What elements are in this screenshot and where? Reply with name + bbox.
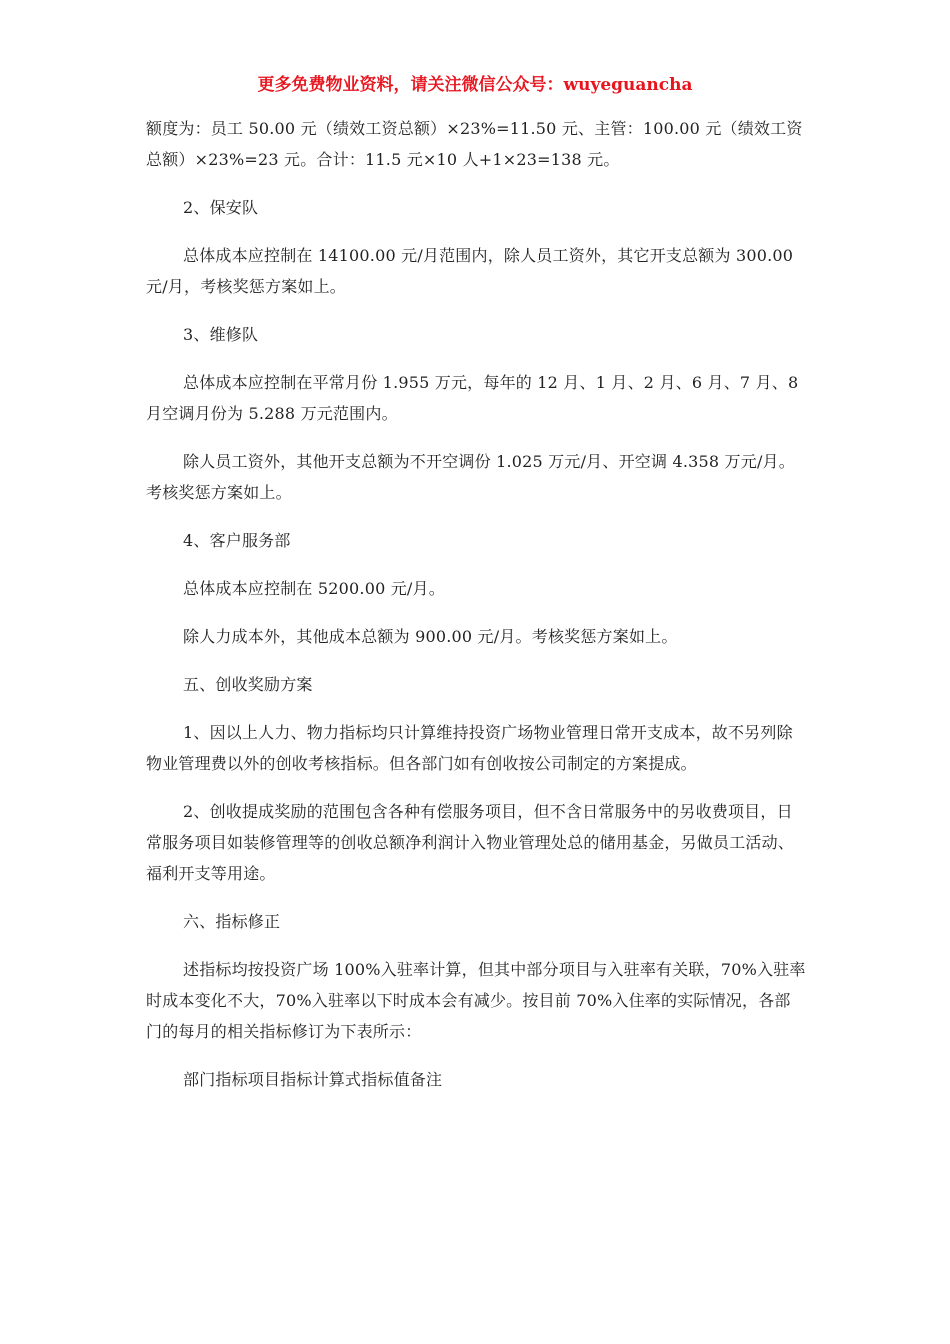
section-heading: 五、创收奖励方案 [183, 675, 313, 694]
header-banner: 更多免费物业资料，请关注微信公众号：wuyeguancha [257, 75, 693, 95]
paragraph: 除人力成本外，其他成本总额为 900.00 元/月。考核奖惩方案如上。 [183, 627, 678, 646]
paragraph: 述指标均按投资广场 100%入驻率计算，但其中部分项目与入驻率有关联，70%入驻率时成本变化不大，70%入驻率以下时成本会有减少。按目前 70%入住率的实际情况，各部门的每月的相关指标修订为下表所示： [146, 960, 806, 1041]
paragraph: 额度为：员工 50.00 元（绩效工资总额）×23%=11.50 元、主管：100.00 元（绩效工资总额）×23%=23 元。合计：11.5 元×10 人+1×23=138 元。 [146, 119, 803, 169]
paragraph: 总体成本应控制在 5200.00 元/月。 [183, 579, 445, 598]
paragraph: 2、创收提成奖励的范围包含各种有偿服务项目，但不含日常服务中的另收费项目，日常服务项目如装修管理等的创收总额净利润计入物业管理处总的储用基金，另做员工活动、福利开支等用途。 [146, 802, 795, 883]
section-heading: 六、指标修正 [183, 912, 281, 931]
paragraph: 总体成本应控制在平常月份 1.955 万元，每年的 12 月、1 月、2 月、6 月、7 月、8 月空调月份为 5.288 万元范围内。 [146, 373, 799, 423]
section-heading: 2、保安队 [183, 198, 259, 217]
table-header-line: 部门指标项目指标计算式指标值备注 [183, 1070, 443, 1089]
paragraph: 除人员工资外，其他开支总额为不开空调份 1.025 万元/月、开空调 4.358 万元/月。考核奖惩方案如上。 [146, 452, 795, 502]
section-heading: 3、维修队 [183, 325, 259, 344]
paragraph: 1、因以上人力、物力指标均只计算维持投资广场物业管理日常开支成本，故不另列除物业管理费以外的创收考核指标。但各部门如有创收按公司制定的方案提成。 [146, 723, 793, 773]
section-heading: 4、客户服务部 [183, 531, 291, 550]
document-body [146, 113, 806, 1095]
paragraph: 总体成本应控制在 14100.00 元/月范围内，除人员工资外，其它开支总额为 300.00 元/月，考核奖惩方案如上。 [146, 246, 794, 296]
